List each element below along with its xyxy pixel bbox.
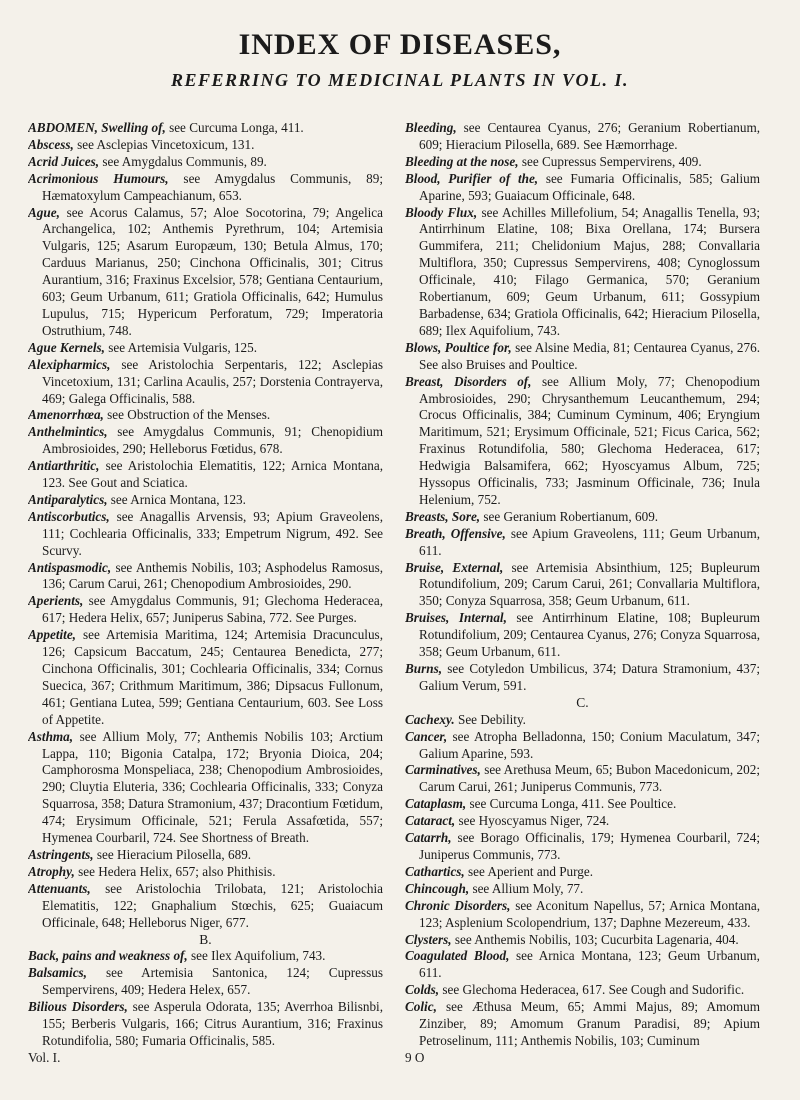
index-entry [405,526,760,560]
entry-term: Bruise, External, [405,559,504,575]
index-entry [405,999,760,1050]
index-entry [405,661,760,695]
entry-references: see Amygdalus Communis, 89; Hæmatoxylum Campeachianum, 653. [42,170,383,203]
entry-references: see Hedera Helix, 657; also Phithisis. [74,863,276,879]
index-entry [28,357,383,408]
entry-term: Abscess, [28,136,74,152]
index-entry [28,171,383,205]
page-signature: 9 O [405,1049,425,1065]
entry-references: see Cupressus Sempervirens, 409. [518,153,702,169]
entry-references: see Curcuma Longa, 411. See Poultice. [466,796,677,812]
entry-term: Acrimonious Humours, [28,170,169,186]
index-entry [405,560,760,611]
entry-references: see Borago Officinalis, 179; Hymenea Courbaril, 724; Juniperus Communis, 773. [419,830,760,862]
entry-references: see Arethusa Meum, 65; Bubon Macedonicum, 202; Carum Carui, 261; Juniperus Communis, 773. [419,762,760,795]
entry-term: Cathartics, [405,863,465,879]
index-entry [405,509,760,526]
entry-term: ABDOMEN, Swelling of, [28,120,166,135]
entry-references: see Aristolochia Trilobata, 121; Aristolochia Elematitis, 122; Gnaphalium Stœchis, 625; Guaiacum Officinale, 648; Helleborus Niger, 677. [42,880,383,930]
entry-term: Astringents, [28,846,94,862]
index-entry [28,424,383,458]
index-entry [405,154,760,171]
index-entry [405,982,760,999]
index-entry [405,610,760,661]
index-entry [405,762,760,796]
index-entry [28,120,383,137]
index-entry [405,898,760,932]
entry-term: Cachexy. [405,711,455,727]
entry-term: Attenuants, [28,880,91,896]
entry-term: Catarrh, [405,830,452,846]
entry-references: See Debility. [454,711,526,727]
left-column [28,120,383,1080]
entry-references: see Anagallis Arvensis, 93; Apium Graveolens, 111; Cochlearia Officinalis, 333; Empetrum Nigrum, 492. See Scurvy. [42,508,383,558]
entry-references: see Cotyledon Umbilicus, 374; Datura Stramonium, 437; Galium Verum, 591. [419,661,760,693]
section-letter: C. [576,694,589,710]
index-entry [405,948,760,982]
index-entry [28,593,383,627]
index-entry [405,712,760,729]
entry-term: Bilious Disorders, [28,999,128,1015]
index-entry [405,796,760,813]
entry-references: see Anthemis Nobilis, 103; Cucurbita Lagenaria, 404. [451,931,739,947]
entry-term: Atrophy, [28,863,75,879]
page-subtitle: REFERRING TO MEDICINAL PLANTS IN VOL. I. [170,70,630,90]
entry-term: Colic, [405,999,437,1015]
entry-term: Bloody Flux, [405,204,478,220]
entry-references: see Allium Moly, 77; Anthemis Nobilis 103; Arctium Lappa, 110; Bigonia Catalpa, 172; Bryonia Dioica, 204; Camphorosma Monspeliaca, 238; Chenopodium Ambrosioides, 290; Cluytia Eluteria, 336; Cochlearia Officinalis, 333; Conyza Squarrosa, 358; Datura Stramonium, 437; Dracontium Fœtidum, 474; Erysimum Officinale, 521; Ferula Assafœtida, 557; Hymenea Courbaril, 724. See Shortness of Breath. [42,728,383,846]
entry-term: Alexipharmics, [28,356,111,372]
entry-references: see Centaurea Cyanus, 276; Geranium Robertianum, 609; Hieracium Pilosella, 689. See Hæmorrhage. [419,120,760,152]
index-entry [28,881,383,932]
entry-term: Ague, [28,204,60,220]
entry-term: Anthelmintics, [28,424,108,440]
entry-references: see Artemisia Vulgaris, 125. [104,339,257,355]
entry-references: see Amygdalus Communis, 89. [99,153,267,169]
entry-term: Amenorrhœa, [28,407,104,423]
index-entry [28,492,383,509]
index-entry [28,340,383,357]
index-entry [28,205,383,340]
entry-term: Breasts, Sore, [405,508,481,524]
entry-references: see Asperula Odorata, 135; Averrhoa Bilisnbi, 155; Berberis Vulgaris, 166; Citrus Aurantium, 316; Fraxinus Rotundifolia, 580; Fumaria Officinalis, 585. [42,999,383,1048]
index-entry [28,627,383,728]
entry-references: see Curcuma Longa, 411. [165,120,304,135]
entry-references: see Apium Graveolens, 111; Geum Urbanum, 611. [419,525,760,558]
entry-references: see Aristolochia Serpentaris, 122; Asclepias Vincetoxium, 131; Carlina Acaulis, 257; Dorstenia Contrayerva, 469; Galega Officinalis, 588. [42,356,383,406]
entry-term: Clysters, [405,931,452,947]
entry-term: Burns, [405,661,443,676]
entry-references: see Æthusa Meum, 65; Ammi Majus, 89; Amomum Zinziber, 89; Amomum Granum Paradisi, 89; Apium Petroselinum, 111; Anthemis Nobilis, 103; Cuminum [419,999,760,1048]
index-entry [28,965,383,999]
entry-term: Colds, [405,982,440,998]
index-entry [28,509,383,560]
index-entry [28,948,383,965]
entry-term: Cataract, [405,813,456,829]
index-entry [28,137,383,154]
entry-references: see Amygdalus Communis, 91; Glechoma Hederacea, 617; Hedera Helix, 657; Juniperus Sabina, 772. See Purges. [42,593,383,626]
entry-references: see Aristolochia Elematitis, 122; Arnica Montana, 123. See Gout and Sciatica. [42,458,383,491]
entry-references: see Ilex Aquifolium, 743. [187,948,326,964]
index-entry [405,729,760,763]
entry-references: see Alsine Media, 81; Centaurea Cyanus, 276. See also Bruises and Poultice. [419,339,760,372]
entry-term: Asthma, [28,728,74,744]
entry-term: Cataplasm, [405,796,467,812]
index-entry [405,171,760,205]
entry-term: Antiscorbutics, [28,508,110,524]
entry-term: Bruises, Internal, [405,610,507,626]
entry-references: see Allium Moly, 77. [469,880,584,896]
right-column [405,120,760,1080]
entry-references: see Glechoma Hederacea, 617. See Cough and Sudorific. [439,982,745,998]
entry-term: Blows, Poultice for, [405,339,512,355]
index-entry [405,374,760,509]
index-entry [405,864,760,881]
entry-term: Blood, Purifier of the, [405,170,539,186]
entry-references: see Geranium Robertianum, 609. [480,508,659,524]
entry-references: see Aconitum Napellus, 57; Arnica Montana, 123; Asplenium Scolopendrium, 137; Daphne Mezereum, 433. [419,897,760,930]
index-entry [405,813,760,830]
index-entry [405,205,760,340]
entry-term: Chincough, [405,880,470,896]
index-entry [405,881,760,898]
page-signature: Vol. I. [28,1049,61,1065]
index-entry [28,864,383,881]
entry-references: see Antirrhinum Elatine, 108; Bupleurum Rotundifolium, 209; Centaurea Cyanus, 276; Conyza Squarrosa, 358; Geum Urbanum, 611. [419,610,760,660]
entry-term: Ague Kernels, [28,339,105,355]
entry-term: Bleeding, [405,120,457,135]
index-entry [28,407,383,424]
entry-term: Aperients, [28,593,84,609]
entry-term: Cancer, [405,728,448,744]
entry-term: Chronic Disorders, [405,897,511,913]
entry-references: see Obstruction of the Menses. [103,407,271,423]
entry-references: see Achilles Millefolium, 54; Anagallis Tenella, 93; Antirrhinum Elatine, 108; Bixa Orellana, 174; Bursera Gummifera, 211; Chelidonium Majus, 288; Convallaria Multiflora, 350; Cupressus Sempervirens, 408; Cynoglossum Officinale, 410; Filago Germanica, 570; Geranium Robertianum, 609; Geum Urbanum, 611; Gossypium Barbadense, 634; Gratiola Officinalis, 642; Hieracium Pilosella, 689; Ilex Aquifolium, 743. [419,204,760,338]
entry-references: see Acorus Calamus, 57; Aloe Socotorina, 79; Angelica Archangelica, 102; Anthemis Pyrethrum, 104; Artemisia Vulgaris, 125; Asarum Europæum, 130; Betula Almus, 170; Carduus Marianus, 250; Cinchona Officinalis, 301; Citrus Aurantium, 316; Fraxinus Excelsior, 578; Gentiana Centaurium, 603; Geum Urbanum, 611; Gratiola Officinalis, 642; Humulus Lupulus, 715; Hypericum Perforatum, 729; Imperatoria Ostruthium, 748. [42,204,383,338]
index-entry [28,560,383,594]
entry-references: see Allium Moly, 77; Chenopodium Ambrosioides, 290; Chrysanthemum Leucanthemum, 294; Crocus Officinalis, 384; Cuminum Cyminum, 406; Eryngium Maritimum, 521; Erysimum Officinale, 521; Ficus Carica, 562; Fraxinus Rotundifolia, 580; Glechoma Hederacea, 617; Hedwigia Balsamifera, 662; Hyoscyamus Album, 725; Hyssopus Officinalis, 733; Jasminum Officinale, 736; Inula Helenium, 752. [419,373,760,507]
entry-term: Coagulated Blood, [405,948,510,964]
entry-references: see Atropha Belladonna, 150; Conium Maculatum, 347; Galium Aparine, 593. [419,728,760,761]
entry-references: see Hieracium Pilosella, 689. [93,846,252,862]
entry-term: Breast, Disorders of, [405,373,532,389]
entry-references: see Fumaria Officinalis, 585; Galium Aparine, 593; Guaiacum Officinale, 648. [419,170,760,203]
entry-references: see Artemisia Absinthium, 125; Bupleurum Rotundifolium, 209; Carum Carui, 261; Convallaria Multiflora, 350; Conyza Squarrosa, 358; Geum Urbanum, 611. [419,559,760,609]
entry-term: Breath, Offensive, [405,525,506,541]
entry-term: Appetite, [28,627,76,643]
page-title: INDEX OF DISEASES, [238,28,562,61]
entry-references: see Artemisia Maritima, 124; Artemisia Dracunculus, 126; Capsicum Baccatum, 245; Centaurea Benedicta, 277; Cinchona Officinalis, 301; Cochlearia Officinalis, 334; Cornus Suecica, 367; Crithmum Maritimum, 386; Dipsacus Fullonum, 461; Gentiana Lutea, 599; Gentiana Centaurium, 603. See Loss of Appetite. [42,627,383,727]
index-entry [28,154,383,171]
entry-term: Antiarthritic, [28,458,100,474]
index-entry [28,729,383,847]
entry-term: Antiparalytics, [28,491,108,507]
index-entry [405,120,760,154]
entry-references: see Asclepias Vincetoxicum, 131. [73,136,255,152]
section-letter: B. [199,931,212,947]
index-entry [28,999,383,1050]
index-entry [28,458,383,492]
entry-term: Bleeding at the nose, [405,153,519,169]
index-entry [405,340,760,374]
entry-references: see Anthemis Nobilis, 103; Asphodelus Ramosus, 136; Carum Carui, 261; Chenopodium Ambrosioides, 290. [42,559,383,592]
entry-term: Back, pains and weakness of, [28,948,188,964]
index-entry [28,847,383,864]
entry-references: see Arnica Montana, 123; Geum Urbanum, 611. [419,948,760,981]
entry-references: see Arnica Montana, 123. [107,491,246,507]
index-entry [405,830,760,864]
entry-references: see Aperient and Purge. [464,863,594,879]
entry-term: Antispasmodic, [28,559,112,575]
entry-references: see Artemisia Santonica, 124; Cupressus Sempervirens, 409; Hedera Helex, 657. [42,965,383,998]
index-entry [405,932,760,949]
entry-references: see Amygdalus Communis, 91; Chenopidium Ambrosioides, 290; Helleborus Fœtidus, 678. [42,424,383,457]
entry-references: see Hyoscyamus Niger, 724. [455,813,610,829]
entry-term: Balsamics, [28,965,87,981]
entry-term: Carminatives, [405,762,481,778]
entry-term: Acrid Juices, [28,153,100,169]
